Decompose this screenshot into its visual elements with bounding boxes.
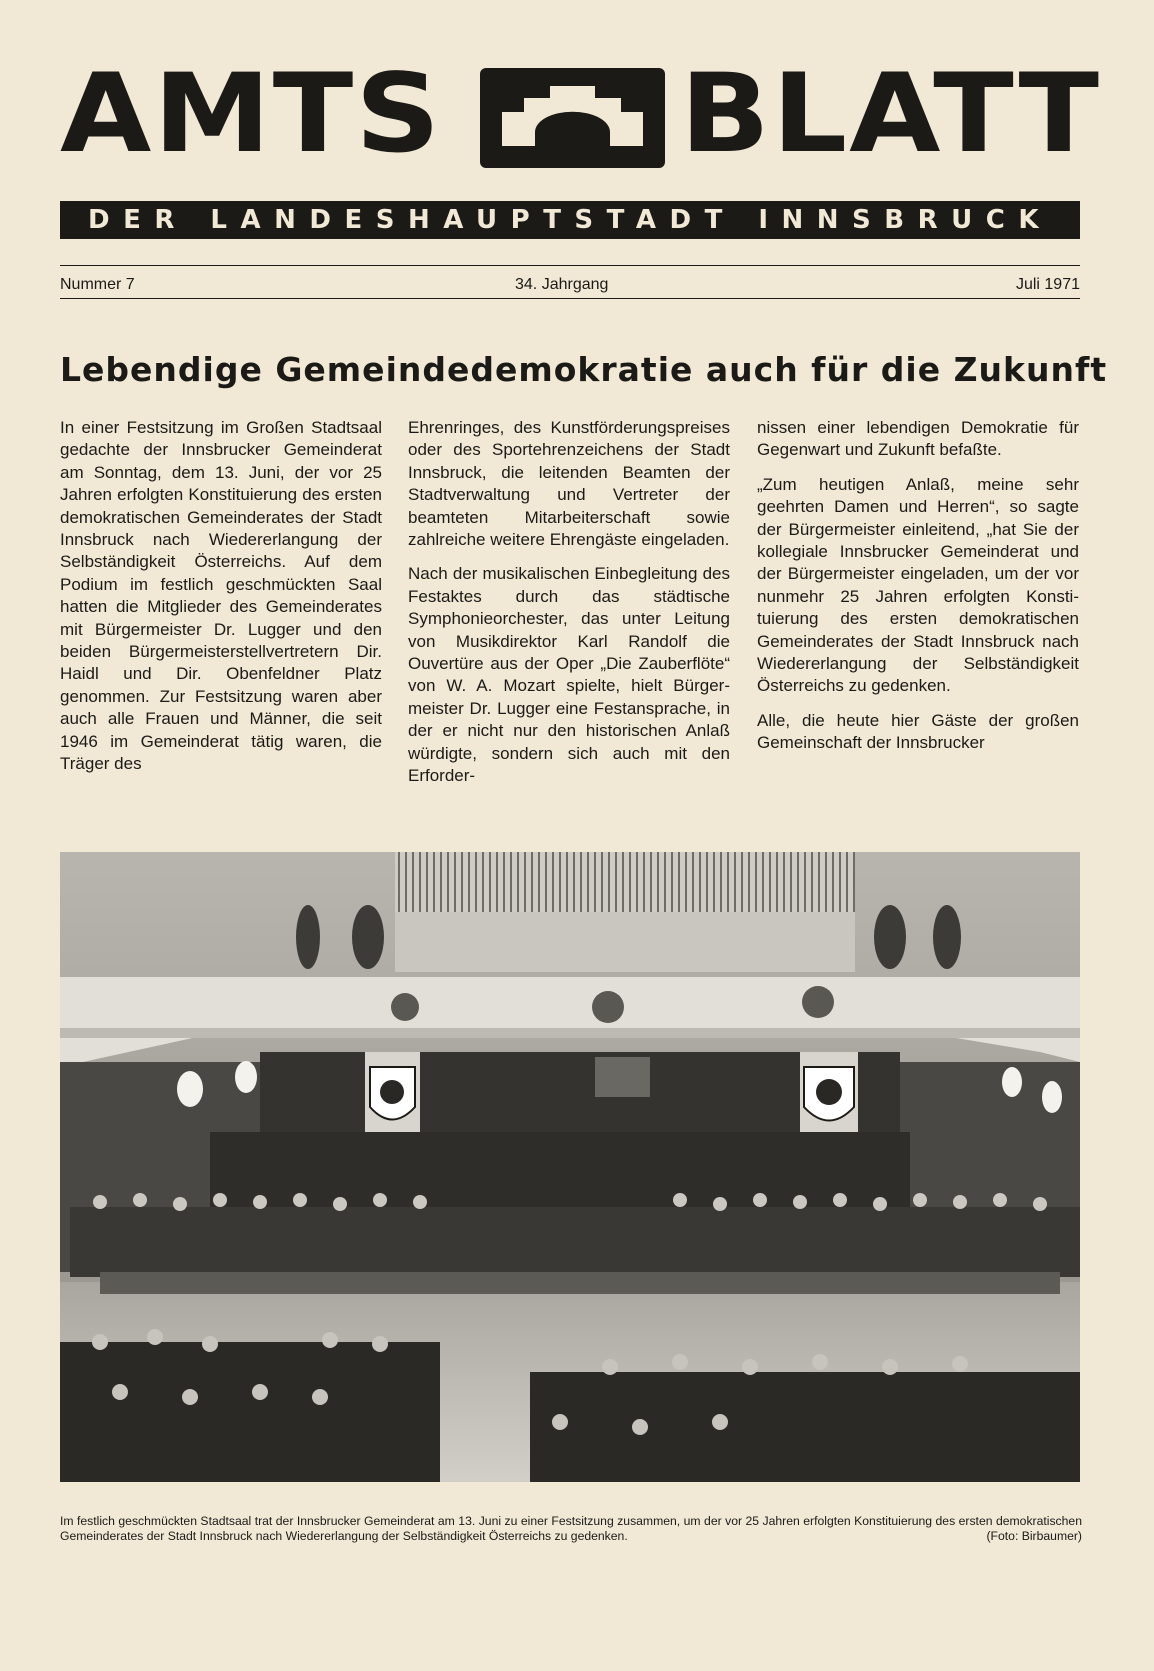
masthead-subtitle: DER LANDESHAUPTSTADT INNSBRUCK xyxy=(60,201,1080,239)
caption-text: Im festlich geschmückten Stadtsaal trat der Innsbrucker Gemeinderat am 13. Juni zu einer Festsitzung zusammen, um der vor 25 Jahren erfolgten Konstituierung des ersten demokratischen Gemeinderates der Stadt Innsbruck nach Wiedererlangung der Selbständigkeit Österreichs zu gedenken. xyxy=(60,1514,1082,1543)
paragraph: In einer Festsitzung im Großen Stadtsaal gedachte der Innsbrucker Gemeinderat am Sonntag, dem 13. Juni, der vor 25 Jahren erfolgten Konstituierung des ersten demokratischen Gemeinderates der Stadt Innsbruck nach Wiedererlangung der Selbständigkeit Österreichs. Auf dem Podium im festlich geschmückten Saal hatten die Mitglieder des Gemeinderates mit Bürgermeister Dr. Lugger und den beiden Bürgermeisterstellvertretern Dir. Haidl und Dir. Obenfeldner Platz genommen. Zur Festsitzung waren aber auch alle Frauen und Männer, die seit 1946 im Gemeinderat tätig waren, die Träger des xyxy=(60,418,382,774)
rule-top xyxy=(60,265,1080,266)
paragraph: Ehrenringes, des Kunstförderungspreises oder des Sportehrenzeichens der Stadt Innsbruck, die leitenden Beamten der Stadtverwaltung und Vertreter der beamteten Mitarbeiterschaft sowie zahlreiche weitere Ehrengäste eingeladen. xyxy=(408,418,730,550)
issue-volume: 34. Jahrgang xyxy=(515,276,609,293)
article-column-3 xyxy=(757,417,1079,767)
masthead-title-right: BLATT xyxy=(680,49,1101,177)
innsbruck-bridge-crest-icon xyxy=(480,68,665,168)
article-column-1 xyxy=(60,417,382,788)
issue-number: Nummer 7 xyxy=(60,276,135,293)
headline: Lebendige Gemeindedemokratie auch für die Zukunft xyxy=(60,350,1108,389)
photo-festsaal xyxy=(60,852,1080,1482)
photo-caption xyxy=(60,1514,1082,1544)
paragraph: Nach der musikalischen Einbegleitung des Festaktes durch das städtische Symphonieorchester, das unter Leitung von Musikdirektor Karl Randolf die Ouvertüre aus der Oper „Die Zauberflöte“ von W. A. Mozart spielte, hielt Bürgermeister Dr. Lugger eine Festansprache, in der er nicht nur den historischen Anlaß würdigte, sondern sich auch mit den Erforder- xyxy=(408,564,730,786)
article-column-2 xyxy=(408,417,730,800)
paragraph: nissen einer lebendigen Demokratie für Gegenwart und Zukunft befaßte. xyxy=(757,418,1079,460)
masthead xyxy=(60,49,1101,178)
paragraph: „Zum heutigen Anlaß, meine sehr geehrten Damen und Herren“, so sagte der Bürgermeister einleitend, „hat Sie der kollegiale Innsbrucker Gemeinderat und der Bürgermeister eingeladen, um der vor nunmehr 25 Jahren erfolgten Konstituierung des ersten demokratischen Gemeinderates der Stadt Innsbruck nach Wiedererlangung der Selbständigkeit Österreichs zu gedenken. xyxy=(757,474,1079,696)
masthead-title-left: AMTS xyxy=(60,49,443,177)
photo-festsaal-image xyxy=(60,852,1080,1482)
paragraph: Alle, die heute hier Gäste der großen Gemeinschaft der Innsbrucker xyxy=(757,710,1079,753)
photo-credit: (Foto: Birbaumer) xyxy=(986,1529,1082,1543)
issue-date: Juli 1971 xyxy=(1015,276,1080,293)
rule-bottom xyxy=(60,298,1080,299)
